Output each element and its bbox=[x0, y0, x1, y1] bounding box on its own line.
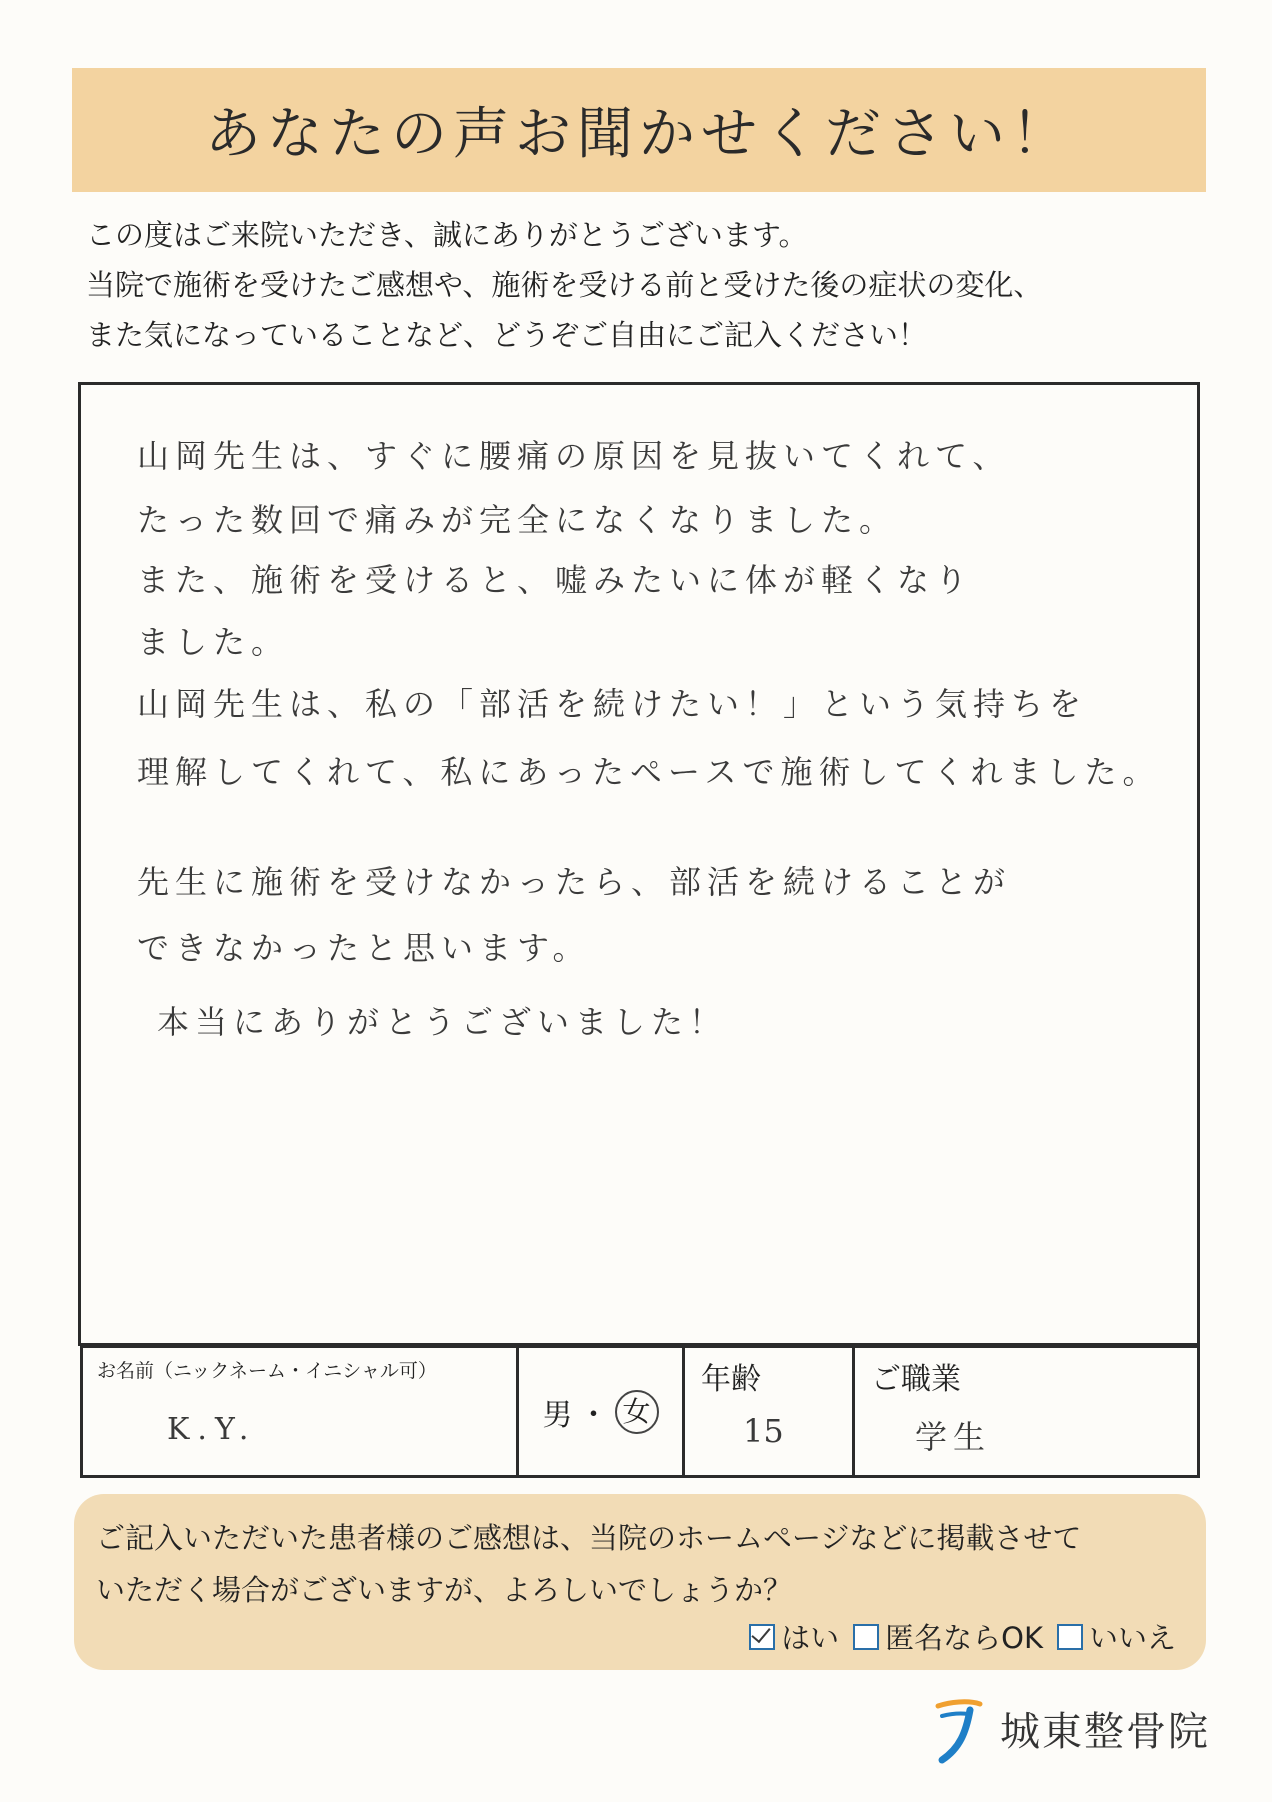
checkbox-icon[interactable] bbox=[1057, 1624, 1083, 1650]
comment-line: 理解してくれて、私にあったペースで施術してくれました。 bbox=[137, 753, 1161, 791]
intro-line: この度はご来院いただき、誠にありがとうございます。 bbox=[86, 218, 808, 252]
patient-info-table bbox=[80, 1346, 1200, 1478]
comment-line: 山岡先生は、私の「部活を続けたい！」という気持ちを bbox=[137, 685, 1088, 723]
consent-section bbox=[74, 1494, 1206, 1670]
age-value[interactable]: 15 bbox=[743, 1412, 784, 1450]
page-title: あなたの声お聞かせください！ bbox=[205, 102, 1073, 167]
comment-line: 山岡先生は、すぐに腰痛の原因を見抜いてくれて、 bbox=[137, 437, 1011, 475]
intro-line: また気になっていることなど、どうぞご自由にご記入ください！ bbox=[86, 318, 928, 352]
consent-option-label: 匿名ならOK bbox=[885, 1621, 1043, 1655]
consent-option-anonymous[interactable] bbox=[853, 1616, 1043, 1657]
occupation-value[interactable]: 学生 bbox=[915, 1418, 992, 1456]
clinic-name: 城東整骨院 bbox=[1000, 1708, 1210, 1755]
consent-option-yes[interactable] bbox=[749, 1616, 839, 1657]
name-cell bbox=[83, 1348, 519, 1475]
age-label: 年齢 bbox=[701, 1362, 761, 1397]
header-banner bbox=[72, 68, 1206, 192]
consent-options bbox=[749, 1616, 1176, 1657]
comment-line: たった数回で痛みが完全になくなりました。 bbox=[137, 501, 898, 539]
gender-separator: ・ bbox=[578, 1397, 609, 1433]
checkbox-icon[interactable] bbox=[853, 1624, 879, 1650]
name-label: お名前（ニックネーム・イニシャル可） bbox=[97, 1360, 437, 1382]
occupation-label: ご職業 bbox=[871, 1362, 961, 1397]
consent-option-no[interactable] bbox=[1057, 1616, 1176, 1657]
intro-text bbox=[86, 210, 1196, 360]
consent-option-label: はい bbox=[781, 1621, 840, 1655]
comment-line: 本当にありがとうございました！ bbox=[157, 1003, 728, 1041]
age-cell bbox=[685, 1348, 855, 1475]
comment-line: ました。 bbox=[137, 623, 290, 661]
comment-line: また、施術を受けると、嘘みたいに体が軽くなり bbox=[137, 561, 974, 599]
clinic-logo bbox=[920, 1688, 1210, 1768]
comment-line: 先生に施術を受けなかったら、部活を続けることが bbox=[137, 863, 1012, 901]
comment-box bbox=[78, 382, 1200, 1346]
occupation-cell bbox=[855, 1348, 1197, 1475]
checkbox-checked-icon[interactable] bbox=[749, 1624, 775, 1650]
consent-option-label: いいえ bbox=[1088, 1621, 1176, 1655]
name-value[interactable]: K.Y. bbox=[167, 1412, 257, 1447]
comment-line: できなかったと思います。 bbox=[137, 929, 591, 967]
intro-line: 当院で施術を受けたご感想や、施術を受ける前と受けた後の症状の変化、 bbox=[86, 268, 1043, 302]
consent-question-line: いただく場合がございますが、よろしいでしょうか？ bbox=[96, 1573, 793, 1607]
gender-cell bbox=[519, 1348, 685, 1475]
consent-question-line: ご記入いただいた患者様のご感想は、当院のホームページなどに掲載させて bbox=[96, 1521, 1082, 1555]
gender-female-option-circled[interactable]: 女 bbox=[615, 1390, 659, 1434]
logo-icon bbox=[920, 1688, 992, 1768]
gender-male-option[interactable]: 男 bbox=[542, 1397, 573, 1433]
